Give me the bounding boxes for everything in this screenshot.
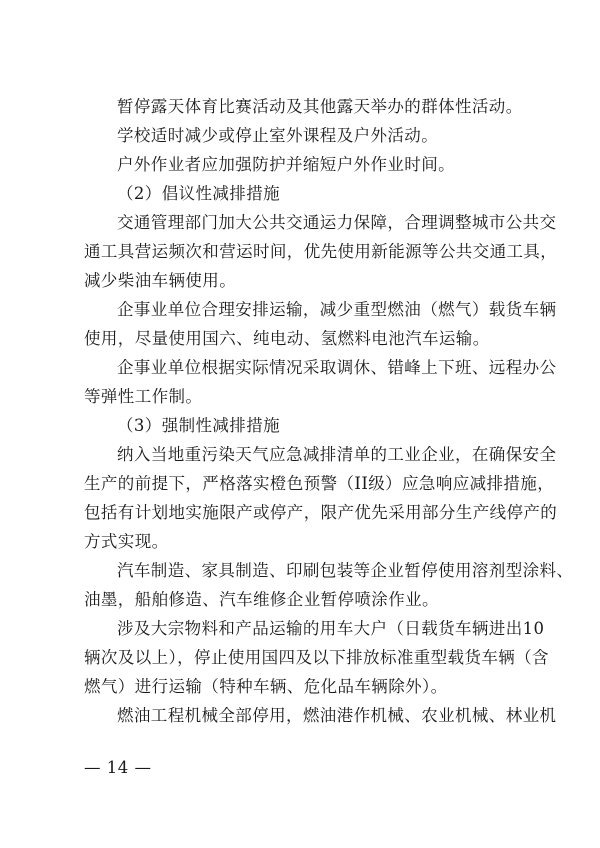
text-line: 等弹性工作制。 — [84, 387, 203, 406]
text-line: 减少柴油车辆使用。 — [84, 271, 237, 290]
text-line: 燃油工程机械全部停用，燃油港作机械、农业机械、林业机 — [117, 706, 557, 725]
document-body — [84, 92, 574, 730]
section-heading: （3）强制性减排措施 — [117, 416, 280, 435]
text-line: 方式实现。 — [84, 532, 169, 551]
text-line: 使用，尽量使用国六、纯电动、氢燃料电池汽车运输。 — [84, 329, 490, 348]
text-line: 辆次及以上），停止使用国四及以下排放标准重型载货车辆（含 — [84, 648, 549, 667]
text-line: 涉及大宗物料和产品运输的用车大户（日载货车辆进出10 — [117, 619, 545, 638]
page-number: — 14 — — [84, 758, 152, 777]
text-line: 通工具营运频次和营运时间，优先使用新能源等公共交通工具， — [84, 242, 558, 261]
text-line: 企事业单位根据实际情况采取调休、错峰上下班、远程办公 — [117, 358, 557, 377]
text-line: 纳入当地重污染天气应急减排清单的工业企业，在确保安全 — [117, 445, 557, 464]
text-line: 汽车制造、家具制造、印刷包装等企业暂停使用溶剂型涂料、 — [117, 561, 574, 580]
text-line: 户外作业者应加强防护并缩短户外作业时间。 — [117, 155, 455, 174]
text-line: 学校适时减少或停止室外课程及户外活动。 — [117, 126, 439, 145]
text-line: 油墨，船舶修造、汽车维修企业暂停喷涂作业。 — [84, 590, 439, 609]
text-line: 企事业单位合理安排运输，减少重型燃油（燃气）载货车辆 — [117, 300, 557, 319]
section-heading: （2）倡议性减排措施 — [117, 184, 280, 203]
text-line: 生产的前提下，严格落实橙色预警（II级）应急响应减排措施， — [84, 474, 555, 493]
text-line: 交通管理部门加大公共交通运力保障，合理调整城市公共交 — [117, 213, 557, 232]
text-line: 燃气）进行运输（特种车辆、危化品车辆除外）。 — [84, 677, 448, 696]
text-line: 暂停露天体育比赛活动及其他露天举办的群体性活动。 — [117, 97, 523, 116]
text-line: 包括有计划地实施限产或停产，限产优先采用部分生产线停产的 — [84, 503, 558, 522]
